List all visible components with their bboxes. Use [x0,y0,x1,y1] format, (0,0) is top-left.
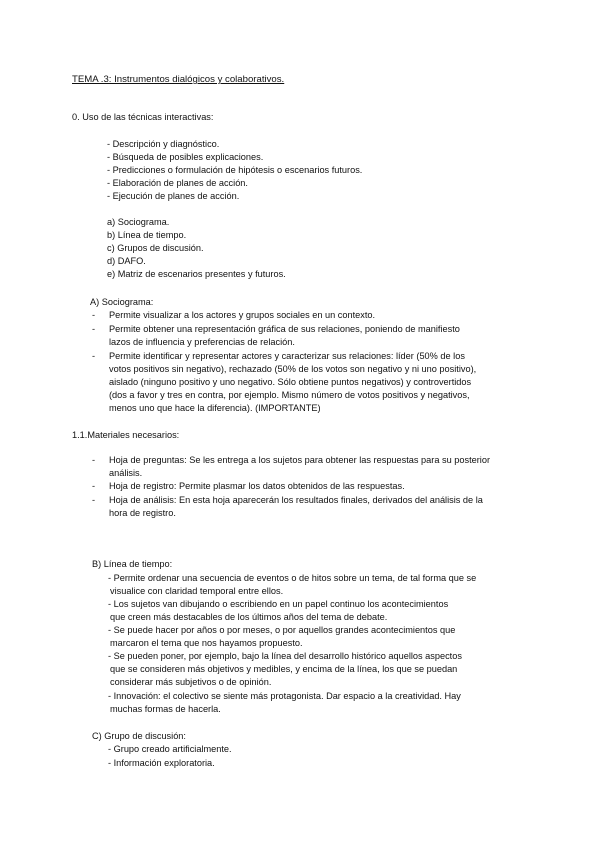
paragraph-line: Permite identificar y representar actores y caracterizar sus relaciones: líder (50% de los [109,351,465,361]
bullet-dash: - [92,351,96,361]
section-heading-sociograma: A) Sociograma: [90,297,154,307]
list-item: - Predicciones o formulación de hipótesis o escenarios futuros. [107,165,363,175]
paragraph-line: - Innovación: el colectivo se siente más protagonista. Dar espacio a la creatividad. Hay [108,691,461,701]
paragraph-line: marcaron el tema que nos hayamos propuesto. [110,638,303,648]
section-heading-grupo: C) Grupo de discusión: [92,731,186,741]
paragraph-line: - Se pueden poner, por ejemplo, bajo la línea del desarrollo histórico aquellos aspectos [108,651,462,661]
bullet-dash: - [92,455,96,465]
list-item: - Información exploratoria. [108,758,215,768]
bullet-dash: - [92,495,96,505]
paragraph-line: lazos de influencia y preferencias de relación. [109,337,295,347]
technique-item: d) DAFO. [107,256,146,266]
technique-item: b) Línea de tiempo. [107,230,187,240]
paragraph-line: Permite visualizar a los actores y grupos sociales en un contexto. [109,310,376,320]
paragraph-line: considerar más subjetivos o de opinión. [110,677,272,687]
bullet-dash: - [92,324,96,334]
paragraph-line: - Los sujetos van dibujando o escribiendo en un papel continuo los acontecimientos [108,599,449,609]
list-item: - Descripción y diagnóstico. [107,139,220,149]
paragraph-line: - Permite ordenar una secuencia de eventos o de hitos sobre un tema, de tal forma que se [108,573,477,583]
paragraph-line: Hoja de preguntas: Se les entrega a los sujetos para obtener las respuestas para su posterior [109,455,490,465]
list-item: - Búsqueda de posibles explicaciones. [107,152,264,162]
bullet-dash: - [92,481,96,491]
list-item: - Ejecución de planes de acción. [107,191,240,201]
paragraph-line: (dos a favor y tres en contra, por ejemplo. Mismo número de votos positivos y negativos, [109,390,470,400]
paragraph-line: hora de registro. [109,508,176,518]
paragraph-line: votos positivos sin negativo), rechazado (50% de los votos son negativo y ni uno positivo), [109,364,477,374]
paragraph-line: Hoja de análisis: En esta hoja aparecerán los resultados finales, derivados del análisis de la [109,495,483,505]
document-title: TEMA .3: Instrumentos dialógicos y colaborativos. [72,74,285,85]
paragraph-line: aislado (ninguno positivo y uno negativo. Sólo obtiene puntos negativos) y controvertidos [109,377,472,387]
list-item: - Elaboración de planes de acción. [107,178,248,188]
section-heading-linea: B) Línea de tiempo: [92,559,173,569]
technique-item: c) Grupos de discusión. [107,243,204,253]
list-item: - Grupo creado artificialmente. [108,744,232,754]
technique-item: a) Sociograma. [107,217,170,227]
paragraph-line: muchas formas de hacerla. [110,704,221,714]
section-heading-materiales: 1.1.Materiales necesarios: [72,430,180,440]
paragraph-line: Permite obtener una representación gráfica de sus relaciones, poniendo de manifiesto [109,324,460,334]
section-heading-uso: 0. Uso de las técnicas interactivas: [72,112,214,122]
paragraph-line: análisis. [109,468,143,478]
paragraph-line: - Se puede hacer por años o por meses, o por aquellos grandes acontecimientos que [108,625,456,635]
paragraph-line: menos uno que hace la diferencia). (IMPORTANTE) [109,403,321,413]
paragraph-line: Hoja de registro: Permite plasmar los datos obtenidos de las respuestas. [109,481,405,491]
bullet-dash: - [92,310,96,320]
technique-item: e) Matriz de escenarios presentes y futuros. [107,269,286,279]
paragraph-line: visualice con claridad temporal entre ellos. [110,586,284,596]
paragraph-line: que creen más destacables de los últimos años del tema de debate. [110,612,388,622]
paragraph-line: que se consideren más objetivos y medibles, y encima de la línea, los que se puedan [110,664,458,674]
